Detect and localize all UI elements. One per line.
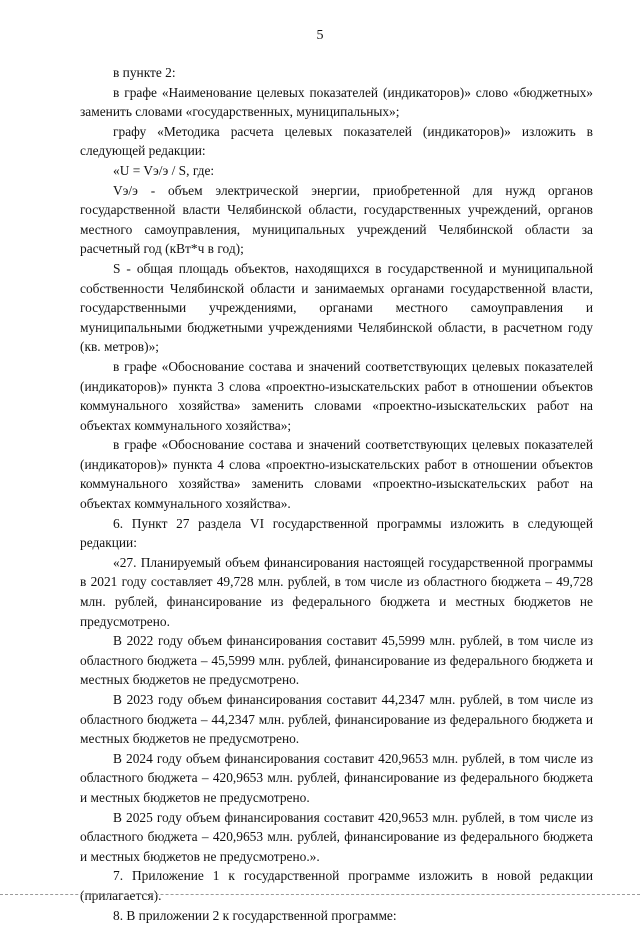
paragraph-funding-2023: В 2023 году объем финансирования составит 44,2347 млн. рублей, в том числе из областного бюджета – 44,2347 млн. рублей, финансирование из федерального бюджета и местных бюджетов не предусмотрено. (80, 692, 593, 747)
paragraph-formula-s-definition: S - общая площадь объектов, находящихся в государственной и муниципальной собственности Челябинской области и занимаемых органами государственной власти, государственными учреждениями, органами местного самоуправления и муниципальными бюджетными учреждениями Челябинской области, в расчетном году (кв. метров)»; (80, 260, 593, 355)
paragraph-section-6: 6. Пункт 27 раздела VI государственной программы изложить в следующей редакции: (80, 515, 593, 551)
page-number: 5 (316, 28, 324, 43)
paragraph-funding-2024: В 2024 году объем финансирования составит 420,9653 млн. рублей, в том числе из областного бюджета – 420,9653 млн. рублей, финансирование из федерального бюджета и местных бюджетов не предусмотрено. (80, 750, 593, 805)
paragraph-item-3-change: в графе «Обоснование состава и значений соответствующих целевых показателей (индикаторов)» пункта 3 слова «проектно-изыскательских работ в отношении объектов коммунального хозяйства» заменить словами «проектно-изыскательских работ на объектах коммунального хозяйства»; (80, 358, 593, 433)
paragraph-indicator-name-change: в графе «Наименование целевых показателей (индикаторов)» слово «бюджетных» заменить словами «государственных, муниципальных»; (80, 84, 593, 120)
paragraph-formula: «U = Vэ/э / S, где: (113, 162, 215, 178)
page-bottom-divider (0, 894, 640, 895)
paragraph-funding-2021: «27. Планируемый объем финансирования настоящей государственной программы в 2021 году составляет 49,728 млн. рублей, в том числе из областного бюджета – 49,728 млн. рублей, финансирование из федерального бюджета и местных бюджетов не предусмотрено. (80, 554, 593, 629)
paragraph-section-8: 8. В приложении 2 к государственной программе: (113, 907, 397, 923)
paragraph-methodology-column: графу «Методика расчета целевых показателей (индикаторов)» изложить в следующей редакции: (80, 123, 593, 159)
paragraph-formula-v-definition: Vэ/э - объем электрической энергии, приобретенной для нужд органов государственной власти Челябинской области, государственных учреждений, органов местного самоуправления, муниципальных учреждений Челябинской области за расчетный год (кВт*ч в год); (80, 182, 593, 257)
paragraph-funding-2022: В 2022 году объем финансирования составит 45,5999 млн. рублей, в том числе из областного бюджета – 45,5999 млн. рублей, финансирование из федерального бюджета и местных бюджетов не предусмотрено. (80, 633, 593, 688)
paragraph-section-7: 7. Приложение 1 к государственной программе изложить в новой редакции (прилагается). (80, 868, 593, 903)
paragraph-item-4-change: в графе «Обоснование состава и значений соответствующих целевых показателей (индикаторов)» пункта 4 слова «проектно-изыскательских работ в отношении объектов коммунального хозяйства» заменить словами «проектно-изыскательских работ на объектах коммунального хозяйства». (80, 437, 593, 512)
document-body (80, 63, 593, 925)
paragraph-item-2-intro: в пункте 2: (113, 65, 176, 80)
paragraph-funding-2025: В 2025 году объем финансирования составит 420,9653 млн. рублей, в том числе из областного бюджета – 420,9653 млн. рублей, финансирование из федерального бюджета и местных бюджетов не предусмотрено.». (80, 809, 593, 864)
